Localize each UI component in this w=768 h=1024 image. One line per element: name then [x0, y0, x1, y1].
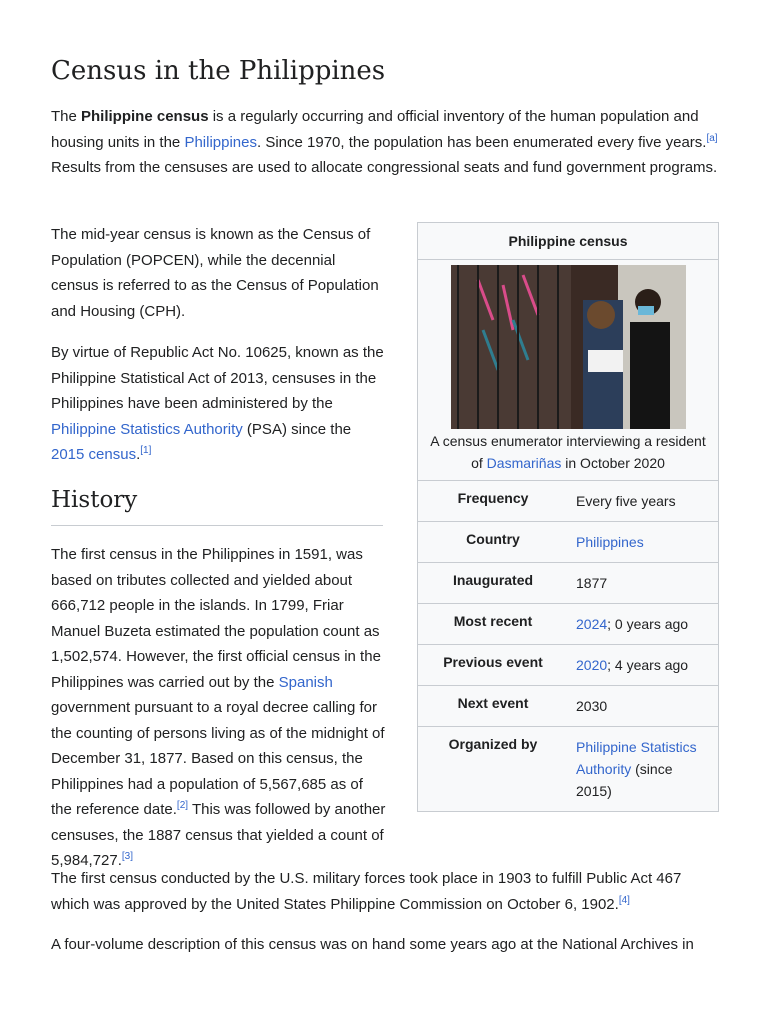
infobox-value: Every five years [576, 493, 676, 509]
infobox-row-inaugurated [418, 563, 718, 604]
infobox-label: Organized by [448, 736, 538, 752]
link-2024[interactable]: 2024 [576, 616, 608, 632]
infobox-label: Frequency [457, 490, 529, 506]
link-country-philippines[interactable]: Philippines [576, 534, 644, 550]
infobox-value: 2020; 4 years ago [576, 657, 689, 673]
link-psa[interactable]: Philippine Statistics Authority [51, 420, 243, 438]
intro-paragraph-2: The mid-year census is known as the Census of Population (POPCEN), while the decennial census is referred to as the Census of Population and Housing (CPH). [51, 226, 379, 320]
infobox-value: 2024; 0 years ago [576, 616, 689, 632]
infobox-label: Country [466, 531, 520, 547]
infobox-row-next-event [418, 686, 718, 727]
infobox-label: Previous event [443, 654, 543, 670]
infobox-value: 1877 [576, 575, 608, 591]
ref-a[interactable]: [a] [706, 132, 718, 144]
infobox-row-country [418, 522, 718, 563]
bold-term: Philippine census [81, 108, 209, 125]
ref-3[interactable]: [3] [121, 851, 134, 862]
link-spanish[interactable]: Spanish [278, 673, 333, 691]
ref-2[interactable]: [2] [176, 800, 189, 811]
infobox [417, 222, 719, 812]
infobox-photo[interactable] [418, 260, 718, 430]
history-paragraph-1: The first census in the Philippines in 1591, was based on tributes collected and yielded about 666,712 people in the islands. In 1799, Friar Manuel Buzeta estimated the population count as 1,502,574. However, the first official census in the Philippines was carried out by the Spanish government pursuant to a royal decree calling for the counting of persons living as of the midnight of December 31, 1877. Based on this census, the Philippines had a population of 5,567,685 as of the reference date.[2] This was followed by another censuses, the 1887 census that yielded a count of 5,984,727.[3] [51, 546, 386, 869]
link-dasmarinas[interactable]: Dasmariñas [486, 455, 562, 471]
intro-paragraph-3: By virtue of Republic Act No. 10625, known as the Philippine Statistical Act of 2013, censuses in the Philippines have been administered by the Philippine Statistics Authority (PSA) since the 2015 census.[1] [51, 344, 384, 463]
infobox-row-frequency [418, 481, 718, 522]
infobox-label: Next event [457, 695, 529, 711]
infobox-row-organized-by [418, 727, 718, 811]
history-heading: History [51, 487, 383, 526]
infobox-title: Philippine census [418, 223, 718, 260]
intro-paragraph-1: The Philippine census is a regularly occurring and official inventory of the human population and housing units in the Philippines. Since 1970, the population has been enumerated every five years.[a] Results from the censuses are used to allocate congressional seats and fund government programs. [51, 108, 718, 176]
link-philippines[interactable]: Philippines [184, 133, 257, 151]
infobox-row-previous-event [418, 645, 718, 686]
infobox-value [568, 522, 718, 562]
history-paragraph-2: The first census conducted by the U.S. military forces took place in 1903 to fulfill Public Act 467 which was approved by the United States Philippine Commission on October 6, 1902.[4] [51, 870, 682, 913]
infobox-label: Inaugurated [452, 572, 534, 588]
infobox-row-most-recent [418, 604, 718, 645]
infobox-value: Philippine Statistics Authority (since 2015) [576, 739, 697, 799]
link-2020[interactable]: 2020 [576, 657, 608, 673]
infobox-value: 2030 [576, 698, 608, 714]
ref-1[interactable]: [1] [140, 445, 152, 456]
link-2015-census[interactable]: 2015 census [51, 446, 137, 463]
infobox-caption: A census enumerator interviewing a resident of Dasmariñas in October 2020 [418, 430, 718, 481]
page-title: Census in the Philippines [51, 56, 386, 86]
infobox-label: Most recent [453, 613, 533, 629]
link-psa-infobox[interactable]: Philippine Statistics Authority [576, 739, 697, 777]
history-paragraph-3: A four-volume description of this census was on hand some years ago at the National Archives in [51, 936, 694, 953]
ref-4[interactable]: [4] [618, 894, 630, 906]
